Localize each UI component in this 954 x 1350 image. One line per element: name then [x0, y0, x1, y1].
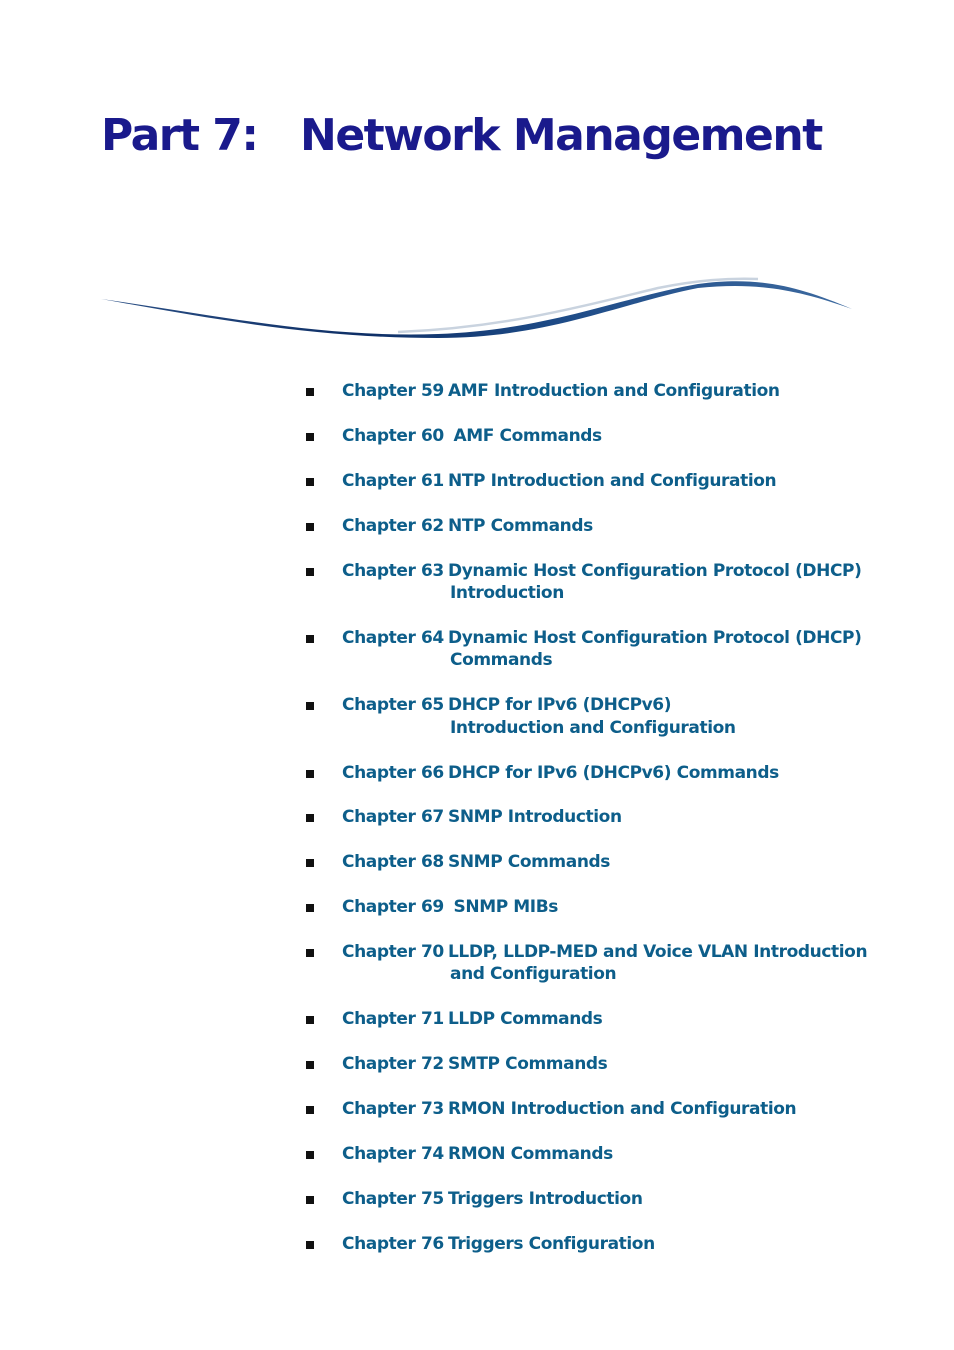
chapter-title[interactable]: NTP Commands	[448, 516, 593, 536]
chapter-title[interactable]: Triggers Configuration	[448, 1234, 655, 1254]
bullet-icon	[306, 949, 314, 957]
chapter-number[interactable]: Chapter 62	[342, 516, 444, 536]
chapter-number[interactable]: Chapter 75	[342, 1189, 444, 1209]
chapter-title[interactable]: LLDP, LLDP-MED and Voice VLAN Introduction and Configuration	[448, 942, 868, 984]
chapter-title[interactable]: SNMP MIBs	[448, 897, 559, 917]
chapter-number[interactable]: Chapter 72	[342, 1054, 444, 1074]
chapter-title[interactable]: SMTP Commands	[448, 1054, 608, 1074]
chapter-title[interactable]: Dynamic Host Configuration Protocol (DHCP) Introduction	[448, 561, 862, 603]
chapter-number[interactable]: Chapter 73	[342, 1099, 444, 1119]
chapter-number[interactable]: Chapter 69	[342, 897, 444, 917]
bullet-icon	[306, 1106, 314, 1114]
chapter-number[interactable]: Chapter 76	[342, 1234, 444, 1254]
bullet-icon	[306, 814, 314, 822]
chapter-number[interactable]: Chapter 65	[342, 695, 444, 715]
chapter-title[interactable]: RMON Commands	[448, 1144, 613, 1164]
chapter-number[interactable]: Chapter 67	[342, 807, 444, 827]
bullet-icon	[306, 702, 314, 710]
chapter-title[interactable]: Dynamic Host Configuration Protocol (DHCP) Commands	[448, 628, 862, 670]
chapter-title[interactable]: LLDP Commands	[448, 1009, 603, 1029]
bullet-icon	[306, 635, 314, 643]
chapter-title[interactable]: Triggers Introduction	[448, 1189, 643, 1209]
chapter-title[interactable]: SNMP Commands	[448, 852, 611, 872]
chapter-number[interactable]: Chapter 66	[342, 763, 444, 783]
bullet-icon	[306, 388, 314, 396]
part-heading	[101, 106, 822, 166]
chapter-number[interactable]: Chapter 74	[342, 1144, 444, 1164]
bullet-icon	[306, 568, 314, 576]
chapter-number[interactable]: Chapter 60	[342, 426, 444, 446]
bullet-icon	[306, 904, 314, 912]
bullet-icon	[306, 1241, 314, 1249]
chapter-title[interactable]: NTP Introduction and Configuration	[448, 471, 777, 491]
bullet-icon	[306, 478, 314, 486]
chapter-number[interactable]: Chapter 59	[342, 381, 444, 401]
chapter-number[interactable]: Chapter 70	[342, 942, 444, 962]
bullet-icon	[306, 770, 314, 778]
chapter-number[interactable]: Chapter 64	[342, 628, 444, 648]
part-title: Network Management	[300, 110, 822, 161]
bullet-icon	[306, 859, 314, 867]
chapter-number[interactable]: Chapter 63	[342, 561, 444, 581]
bullet-icon	[306, 1061, 314, 1069]
bullet-icon	[306, 523, 314, 531]
bullet-icon	[306, 1016, 314, 1024]
part-label: Part 7:	[101, 110, 258, 161]
chapter-title[interactable]: AMF Introduction and Configuration	[448, 381, 780, 401]
bullet-icon	[306, 1196, 314, 1204]
chapter-title[interactable]: SNMP Introduction	[448, 807, 622, 827]
chapter-number[interactable]: Chapter 68	[342, 852, 444, 872]
bullet-icon	[306, 1151, 314, 1159]
chapter-title[interactable]: DHCP for IPv6 (DHCPv6) Commands	[448, 763, 779, 783]
chapter-number[interactable]: Chapter 61	[342, 471, 444, 491]
bullet-icon	[306, 433, 314, 441]
chapter-number[interactable]: Chapter 71	[342, 1009, 444, 1029]
chapter-title[interactable]: RMON Introduction and Configuration	[448, 1099, 797, 1119]
chapter-title[interactable]: DHCP for IPv6 (DHCPv6) Introduction and Configuration	[448, 695, 736, 738]
chapter-title[interactable]: AMF Commands	[448, 426, 602, 446]
decorative-swoosh	[98, 270, 858, 345]
